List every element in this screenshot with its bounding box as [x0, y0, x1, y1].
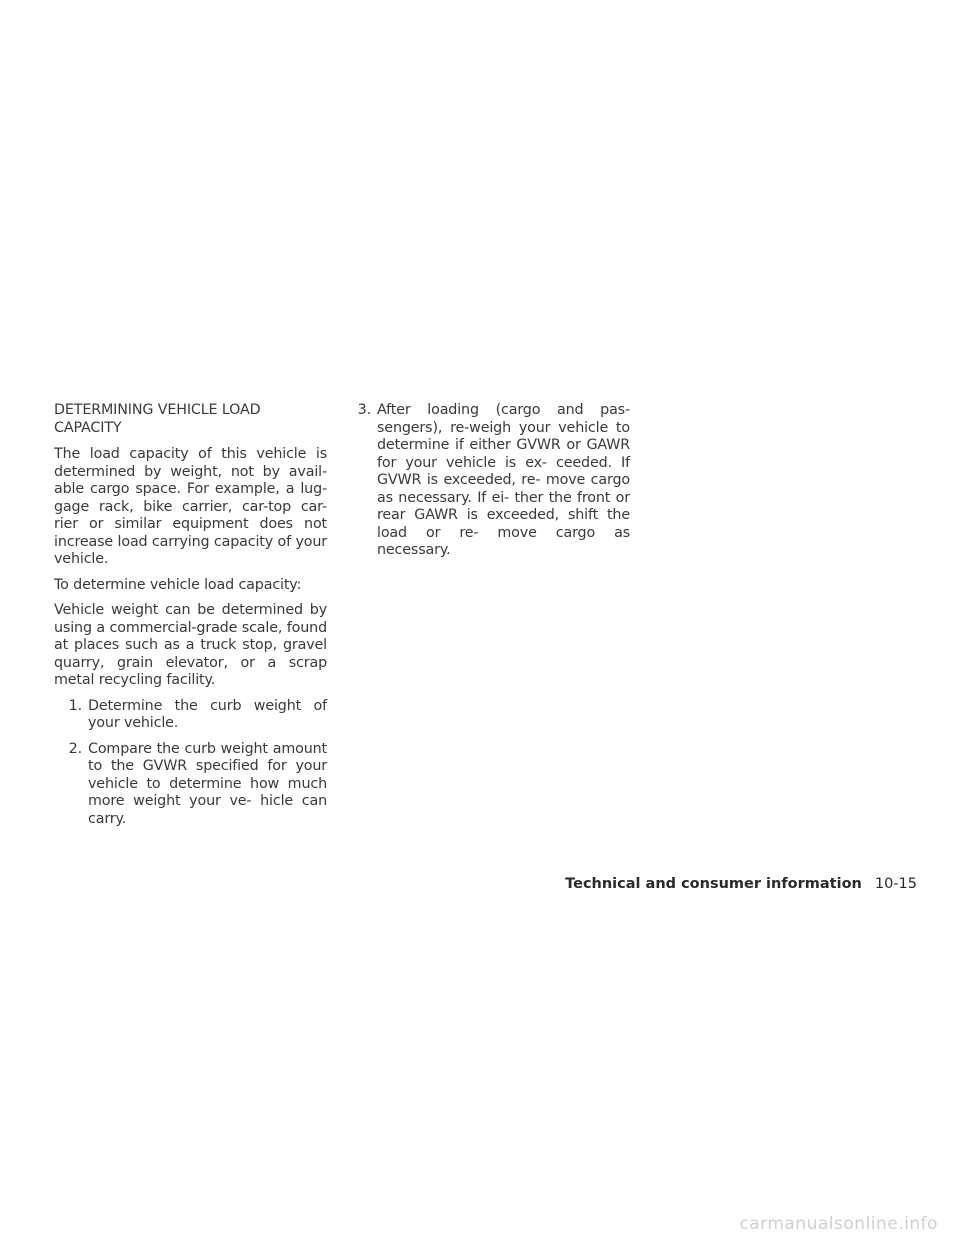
left-column — [54, 402, 327, 836]
load-capacity-paragraph: The load capacity of this vehicle is determined by weight, not by avail- able cargo space. For example, a lug- gage rack, bike carrier, car-top car- rier or similar equipment does not increase load carrying capacity of your vehicle. — [54, 446, 327, 567]
steps-list — [54, 698, 327, 829]
step-text: After loading (cargo and pas- sengers), re-weigh your vehicle to determine if either GVWR or GAWR for your vehicle is ex- ceeded. If GVWR is exceeded, re- move cargo as necessary. If ei- ther the front or rear GAWR is exceeded, shift the load or re- move cargo as necessary. — [377, 402, 630, 558]
section-heading-line1: DETERMINING VEHICLE LOAD — [54, 402, 261, 418]
step-3 — [357, 402, 630, 560]
step-1 — [54, 698, 327, 733]
section-heading-line2: CAPACITY — [54, 419, 122, 436]
footer-section-title: Technical and consumer information — [565, 876, 862, 892]
right-column — [357, 402, 630, 568]
step-2 — [54, 741, 327, 829]
step-number: 3. — [357, 402, 371, 418]
section-heading — [54, 402, 327, 437]
page-number: 10-15 — [874, 876, 917, 892]
vehicle-weight-paragraph: Vehicle weight can be determined by using a commercial-grade scale, found at places such as a truck stop, gravel quarry, grain elevator, or a scrap metal recycling facility. — [54, 602, 327, 688]
steps-list-continued — [357, 402, 630, 560]
step-number: 2. — [68, 740, 82, 757]
step-text: Determine the curb weight of your vehicle. — [88, 697, 327, 731]
step-text: Compare the curb weight amount to the GVWR specified for your vehicle to determine how much more weight your ve- hicle can carry. — [88, 740, 327, 827]
watermark: carmanualsonline.info — [739, 1214, 938, 1234]
determine-capacity-intro: To determine vehicle load capacity: — [54, 576, 302, 593]
step-number: 1. — [68, 697, 82, 714]
page-footer — [565, 876, 917, 892]
